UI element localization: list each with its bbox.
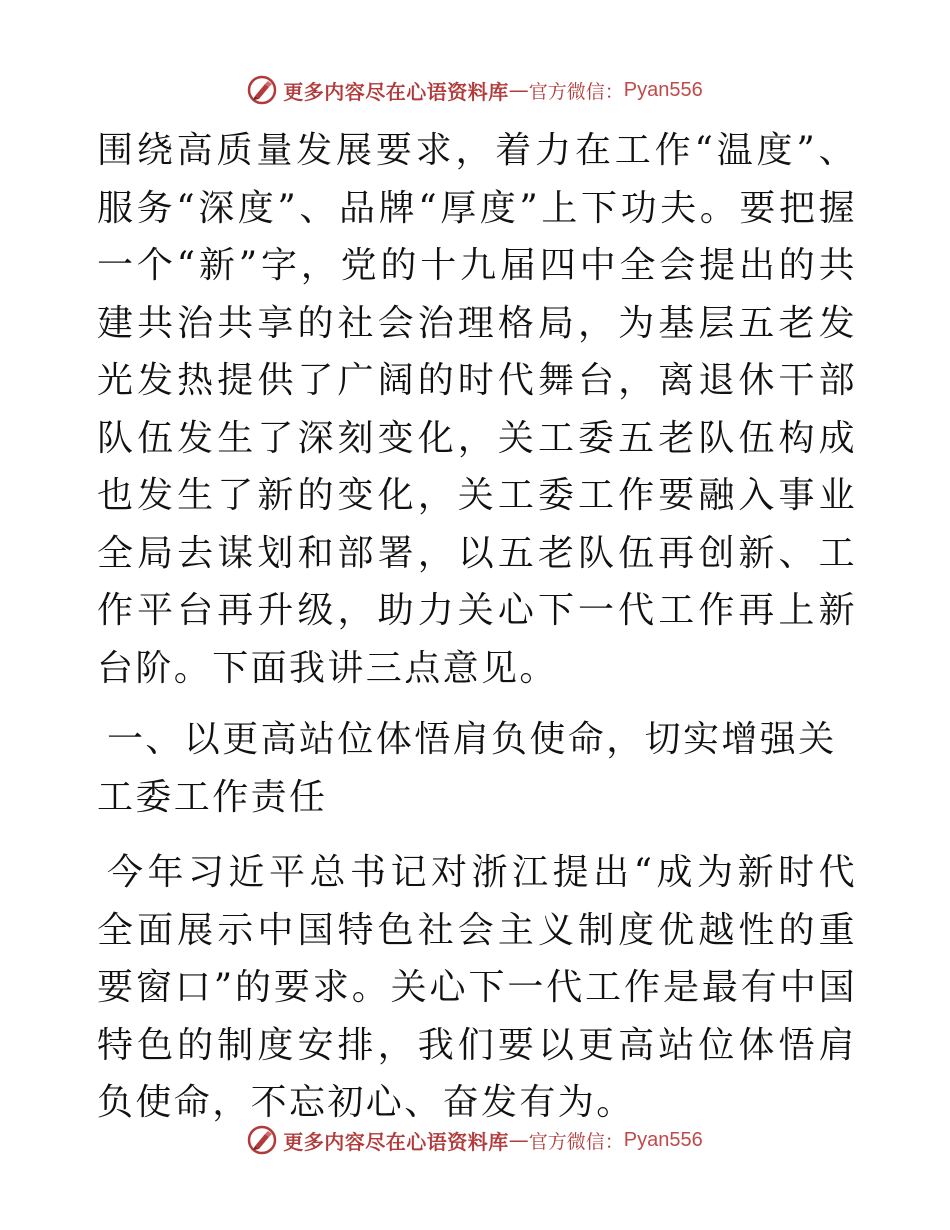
header-wechat-id: Pyan556	[623, 78, 703, 101]
footer-wechat-label: 官方微信：	[528, 1130, 624, 1153]
body-paragraph-1: 围绕高质量发展要求，着力在工作“温度”、服务“深度”、品牌“厚度”上下功夫。要把握一个“新”字，党的十九届四中全会提出的共建共治共享的社会治理格局，为基层五老发光发热提供了广阔的时代舞台，离退休干部队伍发生了深刻变化，关工委五老队伍构成也发生了新的变化，关工委工作要融入事业全局去谋划和部署，以五老队伍再创新、工作平台再升级，助力关心下一代工作再上新台阶。下面我讲三点意见。	[97, 130, 857, 689]
section-heading-1: 一、以更高站位体悟肩负使命，切实增强关工委工作责任	[97, 719, 837, 818]
footer-banner	[0, 1120, 950, 1160]
footer-site-name: 更多内容尽在心语资料库	[283, 1129, 509, 1154]
footer-wechat-id: Pyan556	[623, 1128, 703, 1151]
footer-dash: —	[508, 1128, 529, 1152]
header-dash: —	[508, 78, 529, 102]
document-body	[97, 122, 857, 1132]
body-paragraph-2: 今年习近平总书记对浙江提出“成为新时代全面展示中国特色社会主义制度优越性的重要窗口”的要求。关心下一代工作是最有中国特色的制度安排，我们要以更高站位体悟肩负使命，不忘初心、奋发有为。	[97, 852, 857, 1123]
header-banner	[0, 70, 950, 110]
pen-logo-icon	[247, 1125, 277, 1155]
header-site-name: 更多内容尽在心语资料库	[283, 79, 509, 104]
header-wechat-label: 官方微信：	[528, 80, 624, 103]
pen-logo-icon	[247, 75, 277, 105]
